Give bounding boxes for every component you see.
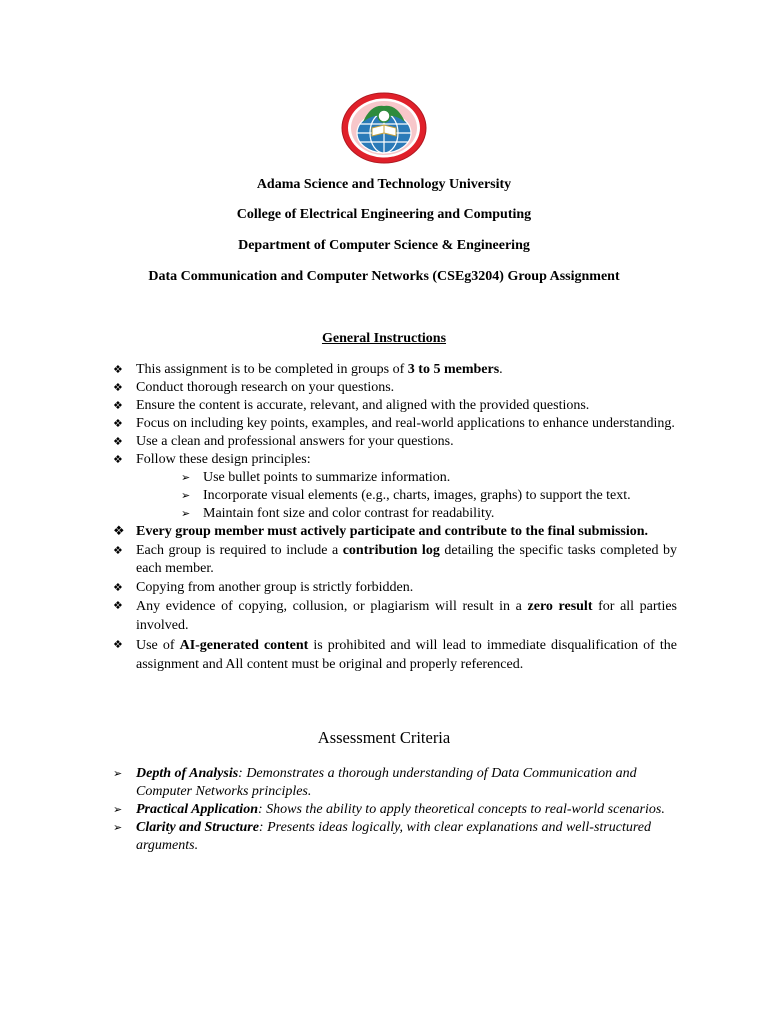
list-item [113, 523, 677, 541]
arrow-bullet-icon: ➢ [113, 803, 123, 816]
list-item [113, 451, 677, 523]
list-item [113, 433, 677, 451]
assessment-criteria-heading: Assessment Criteria [317, 728, 451, 747]
criteria-description: : Presents ideas logically, with clear explanations and well-structured arguments. [136, 820, 651, 853]
university-name: Adama Science and Technology University [256, 177, 512, 192]
arrow-bullet-icon: ➢ [113, 821, 123, 834]
criteria-item [113, 801, 677, 819]
list-item [113, 397, 677, 415]
item-emphasis: 3 to 5 members [407, 362, 500, 377]
item-text: is prohibited and will lead to immediate disqualification of the assignment and All content must be original and properly referenced. [136, 638, 678, 672]
item-text: Use of [136, 638, 180, 653]
sub-list-item [181, 505, 677, 523]
diamond-bullet-icon: ❖ [113, 599, 123, 612]
list-item [113, 361, 677, 379]
arrow-bullet-icon: ➢ [113, 767, 123, 780]
assessment-criteria-list [113, 765, 677, 855]
criteria-item [113, 765, 677, 801]
arrow-bullet-icon: ➢ [181, 471, 191, 484]
general-instructions-heading: General Instructions [321, 331, 447, 346]
arrow-bullet-icon: ➢ [181, 489, 191, 502]
item-text: Follow these design principles: [136, 452, 311, 467]
criteria-description: : Demonstrates a thorough understanding of Data Communication and Computer Networks principles. [136, 766, 637, 799]
diamond-bullet-icon: ❖ [113, 363, 123, 376]
university-logo [341, 92, 427, 164]
diamond-bullet-icon: ❖ [113, 435, 123, 448]
list-item [113, 579, 677, 597]
design-principles-list [136, 469, 677, 523]
sub-list-item [181, 469, 677, 487]
department-name: Department of Computer Science & Engineering [238, 238, 530, 253]
item-text: Copying from another group is strictly forbidden. [136, 580, 414, 595]
criteria-item [113, 819, 677, 855]
diamond-bullet-icon: ❖ [113, 381, 123, 394]
item-text: Each group is required to include a [136, 543, 343, 558]
item-text: Focus on including key points, examples, and real-world applications to enhance understanding. [136, 416, 675, 431]
criteria-description: : Shows the ability to apply theoretical concepts to real-world scenarios. [257, 802, 665, 817]
list-item [113, 636, 677, 674]
criteria-label: Depth of Analysis [136, 766, 239, 781]
item-text: . [499, 362, 503, 377]
list-item [113, 415, 677, 433]
item-text: Any evidence of copying, collusion, or plagiarism will result in a [136, 599, 528, 614]
item-emphasis: contribution log [342, 543, 440, 558]
sub-item-text: Maintain font size and color contrast for readability. [203, 506, 495, 521]
list-item [113, 597, 677, 635]
diamond-bullet-icon: ❖ [113, 581, 123, 594]
diamond-bullet-icon: ❖ [113, 453, 123, 466]
item-text: detailing the specific tasks completed by each member. [136, 543, 677, 576]
item-text: Conduct thorough research on your questions. [136, 380, 395, 395]
item-text: Use a clean and professional answers for your questions. [136, 434, 454, 449]
instructions-list [113, 361, 677, 674]
sub-item-text: Use bullet points to summarize information. [203, 470, 451, 485]
diamond-bullet-icon: ❖ [113, 544, 123, 557]
diamond-bullet-icon: ❖ [113, 417, 123, 430]
arrow-bullet-icon: ➢ [181, 507, 191, 520]
item-emphasis: Every group member must actively participate and contribute to the final submission. [136, 524, 649, 539]
diamond-bullet-icon: ❖ [113, 399, 123, 412]
criteria-label: Practical Application [136, 802, 258, 817]
item-text: Ensure the content is accurate, relevant, and aligned with the provided questions. [136, 398, 590, 413]
list-item [113, 379, 677, 397]
item-text: This assignment is to be completed in groups of [136, 362, 408, 377]
item-text: for all parties involved. [136, 599, 677, 633]
college-name: College of Electrical Engineering and Computing [236, 207, 532, 222]
sub-list-item [181, 487, 677, 505]
item-emphasis: zero result [527, 599, 593, 614]
list-item [113, 542, 677, 578]
sub-item-text: Incorporate visual elements (e.g., charts, images, graphs) to support the text. [203, 488, 631, 503]
diamond-bullet-icon: ❖ [113, 638, 123, 651]
course-title: Data Communication and Computer Networks (CSEg3204) Group Assignment [148, 269, 620, 284]
item-emphasis: AI-generated content [179, 638, 309, 653]
diamond-bullet-icon: ❖ [113, 524, 125, 539]
criteria-label: Clarity and Structure [136, 820, 259, 835]
